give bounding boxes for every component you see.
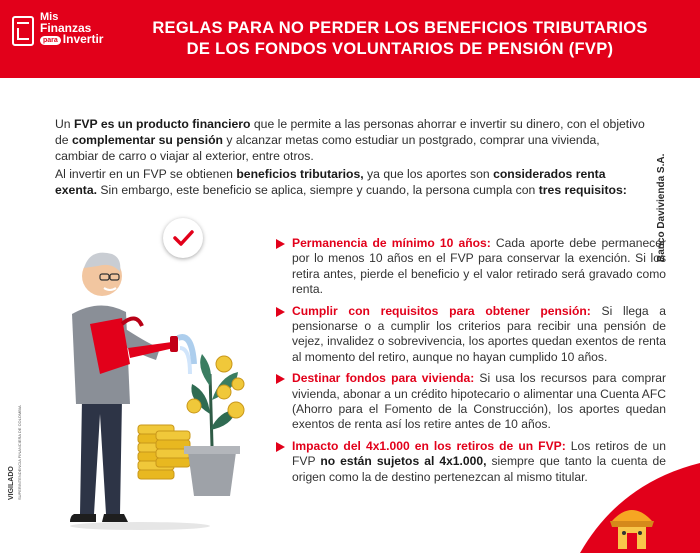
title-line-1: REGLAS PARA NO PERDER LOS BENEFICIOS TRIBUTARIOS xyxy=(152,19,648,37)
logo-text xyxy=(40,12,103,46)
red-arrow-bullet-icon xyxy=(276,307,285,317)
list-item: Permanencia de mínimo 10 años: Cada aporte debe permanecer por lo menos 10 años en el FVP para conservar la exención. Si los retira antes, pierde el beneficio y el valor retirado será gravado como renta. xyxy=(276,236,666,298)
list-item: Destinar fondos para vivienda: Si usa los recursos para comprar vivienda, abonar a un crédito hipotecario o alimentar una Cuenta AFC (Ahorro para el Fomento de la Construcción), los aportes quedan exentos de renta así los retire antes de 10 años. xyxy=(276,371,666,433)
logo-line-2: Finanzas xyxy=(40,21,92,35)
chart-icon xyxy=(12,16,34,46)
page-title xyxy=(140,18,660,60)
title-line-2: DE LOS FONDOS VOLUNTARIOS DE PENSIÓN (FVP) xyxy=(186,40,614,58)
requirements-list xyxy=(276,236,666,491)
logo-line-1: Mis xyxy=(40,11,59,23)
logo-line-3: Invertir xyxy=(62,32,104,46)
header-banner xyxy=(0,0,700,78)
list-item: Impacto del 4x1.000 en los retiros de un FVP: Los retiros de un FVP no están sujetos al 4x1.000, siempre que tanto la cuenta de origen como la de destino pertenezcan al mismo titular. xyxy=(276,439,666,485)
checkmark-icon xyxy=(163,218,203,258)
davivienda-house-logo xyxy=(560,463,700,553)
intro-paragraph-1: Un FVP es un producto financiero que le permite a las personas ahorrar e invertir su dinero, con el objetivo de complementar su pensión y alcanzar metas como estudiar un postgrado, comprar una vivienda, cambiar de carro o viajar al exterior, entre otros. xyxy=(55,117,645,163)
coin-stack-icon xyxy=(138,425,190,479)
red-arrow-bullet-icon xyxy=(276,239,285,249)
logo-para-pill: para xyxy=(40,36,61,45)
vigilado-subtext: SUPERINTENDENCIA FINANCIERA DE COLOMBIA xyxy=(17,405,22,500)
vigilado-label: VIGILADO xyxy=(8,466,15,500)
red-arrow-bullet-icon xyxy=(276,374,285,384)
red-arrow-bullet-icon xyxy=(276,442,285,452)
check-bubble xyxy=(163,218,203,258)
bank-side-label: Banco Davivienda S.A. xyxy=(656,153,667,262)
mis-finanzas-logo[interactable] xyxy=(12,12,132,66)
man-watering-plant-illustration xyxy=(60,214,260,534)
list-item: Cumplir con requisitos para obtener pensión: Si llega a pensionarse o a cumplir los criterios para recibir una pensión de vejez, invalidez o sobrevivencia, los aportes quedan exentos de renta al momento del retiro, aunque no hayan cumplido 10 años. xyxy=(276,304,666,366)
intro-paragraph-2: Al invertir en un FVP se obtienen beneficios tributarios, ya que los aportes son considerados renta exenta. Sin embargo, este beneficio se aplica, siempre y cuando, la persona cumpla con tres requisitos: xyxy=(55,167,627,197)
